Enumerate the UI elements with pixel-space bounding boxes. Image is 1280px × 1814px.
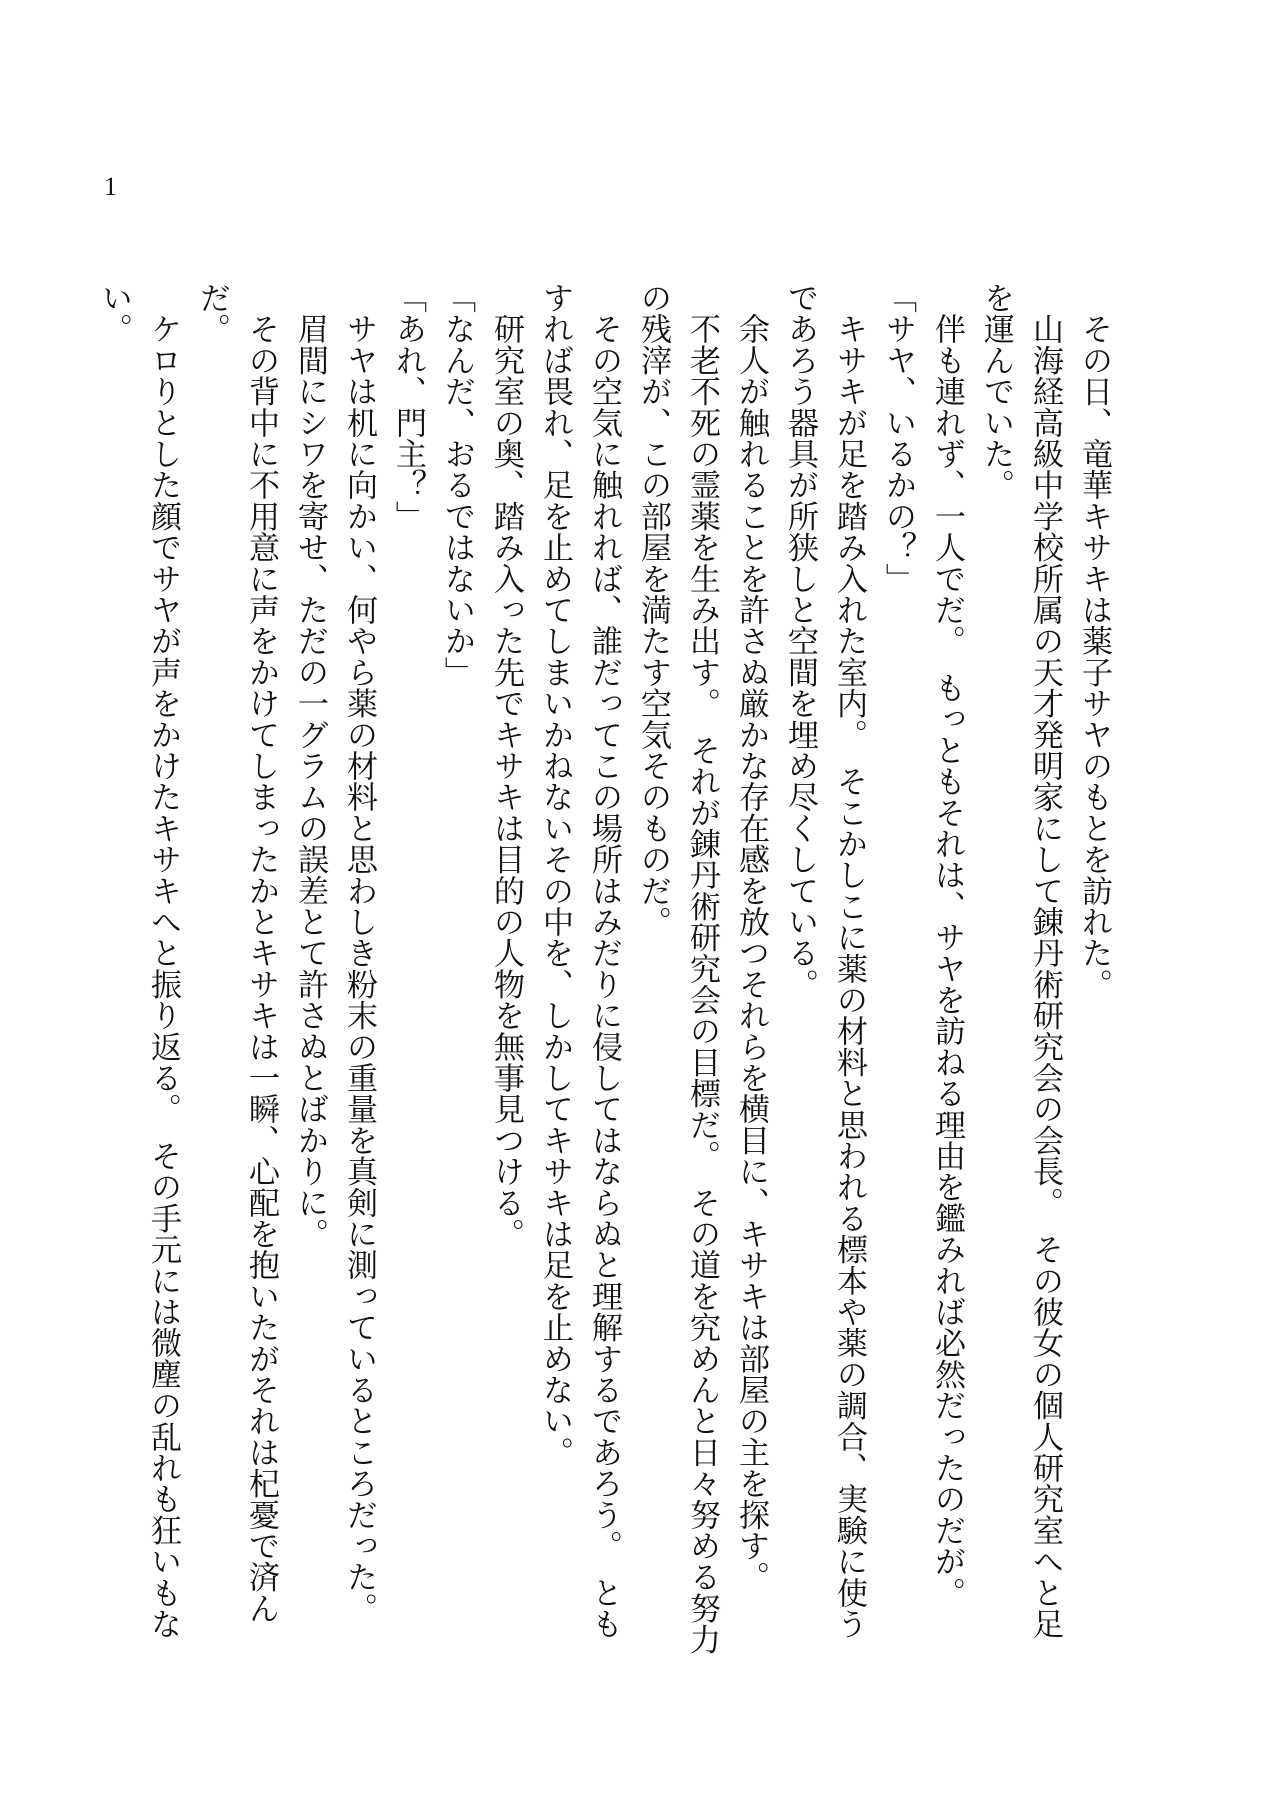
text-line: その背中に不用意に声をかけてしまったかとキサキは一瞬、心配を抱いたがそれは杞憂で済ん xyxy=(243,282,279,1624)
dialogue-line: 「サヤ、いるかの？」 xyxy=(880,282,916,594)
text-line: であろう器具が所狭しと空間を埋め尽くしている。 xyxy=(782,282,818,1000)
dialogue-line: 「あれ、門主？」 xyxy=(390,282,426,532)
text-line: サヤは机に向かい、何やら薬の材料と思わしき粉末の重量を真剣に測っているところだった。 xyxy=(341,282,377,1624)
text-line: 余人が触れることを許さぬ厳かな存在感を放つそれらを横目に、キサキは部屋の主を探す。 xyxy=(733,282,769,1593)
dialogue-line: 「なんだ、おるではないか」 xyxy=(439,282,475,688)
text-line: 不老不死の霊薬を生み出す。 それが錬丹術研究会の目標だ。 その道を究めんと日々努める努力 xyxy=(684,282,720,1655)
text-line: 研究室の奥、踏み入った先でキサキは目的の人物を無事見つける。 xyxy=(488,282,524,1250)
text-line: キサキが足を踏み入れた室内。 そこかしこに薬の材料と思われる標本や薬の調合、実験に使う xyxy=(831,282,867,1640)
text-line: その空気に触れれば、誰だってこの場所はみだりに侵してはならぬと理解するであろう。 とも xyxy=(586,282,622,1640)
text-line: い。 xyxy=(96,282,132,345)
text-line: 眉間にシワを寄せ、ただの一グラムの誤差とて許さぬとばかりに。 xyxy=(292,282,328,1250)
text-line: ケロりとした顔でサヤが声をかけたキサキへと振り返る。 その手元には微塵の乱れも狂いもな xyxy=(145,282,181,1640)
text-line: 伴も連れず、一人でだ。 もっともそれは、サヤを訪ねる理由を鑑みれば必然だったのだが。 xyxy=(929,282,965,1608)
text-line: その日、竜華キサキは薬子サヤのもとを訪れた。 xyxy=(1076,282,1112,1000)
text-line: だ。 xyxy=(194,282,230,345)
text-line: 山海経高級中学校所属の天才発明家にして錬丹術研究会の会長。 その彼女の個人研究室へと足 xyxy=(1027,282,1063,1640)
text-line: の残滓が、この部屋を満たす空気そのものだ。 xyxy=(635,282,671,938)
text-line: を運んでいた。 xyxy=(978,282,1014,501)
page-number: 1 xyxy=(104,172,117,201)
text-line: すれば畏れ、足を止めてしまいかねないその中を、しかしてキサキは足を止めない。 xyxy=(537,282,573,1468)
vertical-body-text xyxy=(89,282,1118,1662)
